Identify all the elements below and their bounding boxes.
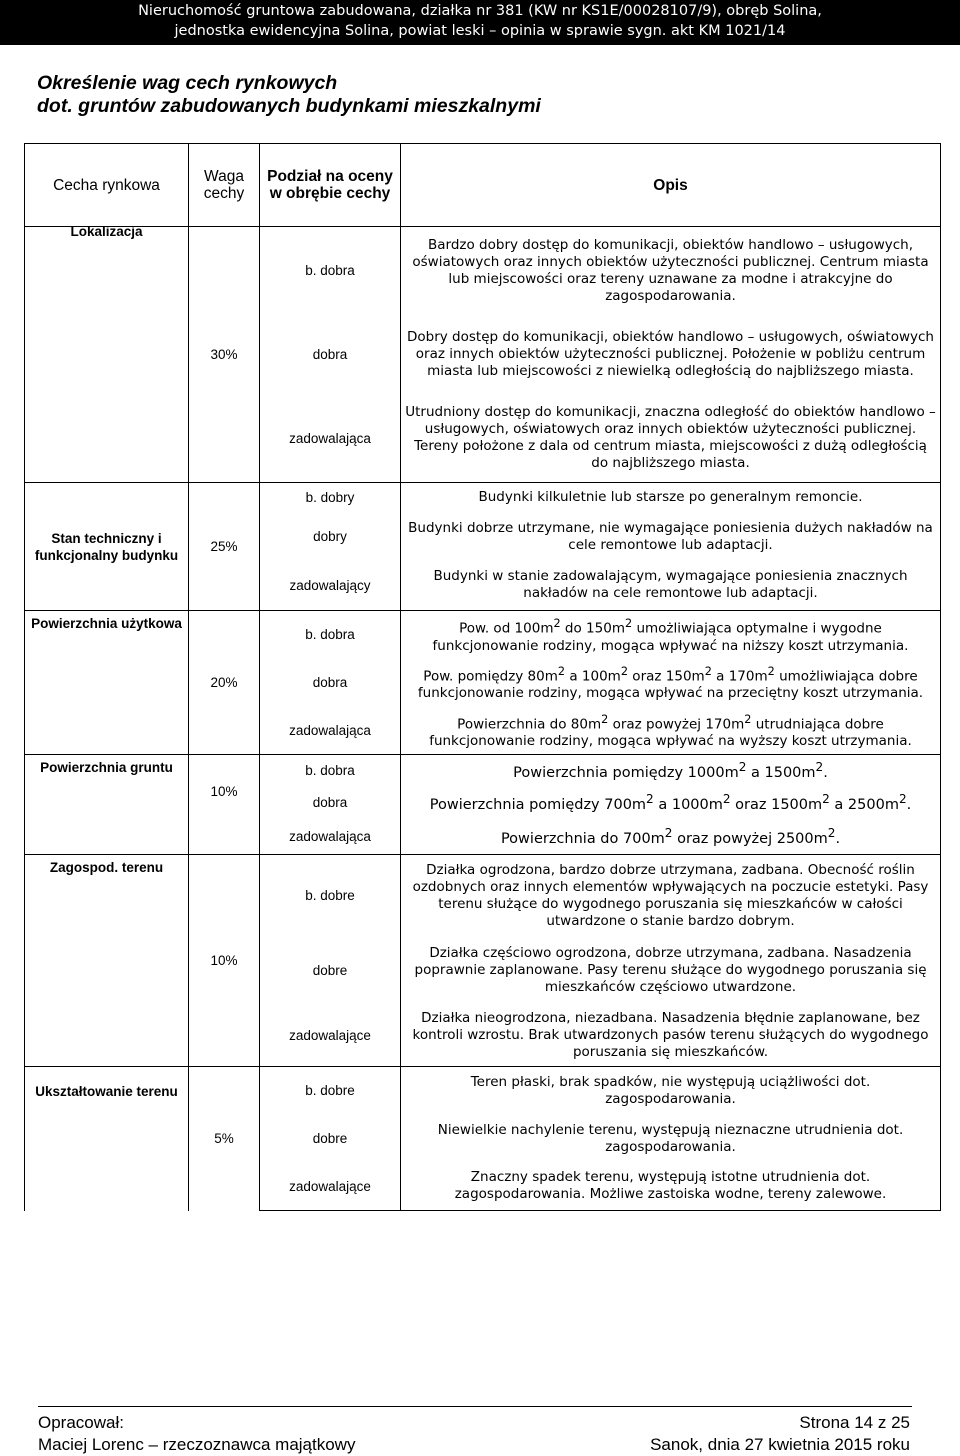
title-line-2: dot. gruntów zabudowanych budynkami mieszkalnymi (37, 95, 541, 117)
desc-cell: Bardzo dobry dostęp do komunikacji, obiektów handlowo – usługowych, oświatowych oraz innych obiektów użyteczności publicznej. Centrum miasta lub miejscowości oraz tereny uznawane za modne i atrakcyjne do zagospodarowania. (401, 227, 941, 315)
grade-cell: b. dobra (260, 227, 401, 315)
grade-cell: zadowalająca (260, 707, 401, 755)
weight-cell: 20% (189, 611, 260, 755)
feature-cell: Powierzchnia gruntu (25, 755, 189, 855)
grade-cell: dobre (260, 937, 401, 1005)
footer-divider (38, 1406, 912, 1407)
table-row (25, 755, 941, 787)
weight-cell: 30% (189, 227, 260, 483)
grade-cell: dobra (260, 787, 401, 819)
weights-table (24, 143, 941, 1211)
table-row (25, 1067, 941, 1115)
grade-cell: dobre (260, 1115, 401, 1163)
header-podzial: Podział na oceny w obrębie cechy (260, 144, 401, 227)
grade-cell: zadowalający (260, 561, 401, 611)
grade-cell: b. dobre (260, 1067, 401, 1115)
desc-cell: Budynki dobrze utrzymane, nie wymagające poniesienia dużych nakładów na cele remontowe lub adaptacji. (401, 513, 941, 561)
footer-author: Maciej Lorenc – rzeczoznawca majątkowy (38, 1435, 356, 1454)
document-header (0, 0, 960, 45)
desc-cell: Znaczny spadek terenu, występują istotne utrudnienia dot. zagospodarowania. Możliwe zastoiska wodne, tereny zalewowe. (401, 1163, 941, 1211)
grade-cell: b. dobre (260, 855, 401, 937)
feature-cell: Zagospod. terenu (25, 855, 189, 1067)
desc-cell: Pow. od $100m^2$ do $150m^2$ umożliwiająca optymalne i wygodne funkcjonowanie rodziny, mogąca wpływać na niższy koszt utrzymania. (401, 611, 941, 659)
header-opis: Opis (401, 144, 941, 227)
feature-cell: Lokalizacja (25, 227, 189, 483)
grade-cell: b. dobry (260, 483, 401, 513)
header-line-1: Nieruchomość gruntowa zabudowana, działka nr 381 (KW nr KS1E/00028107/9), obręb Solina, (138, 3, 822, 19)
desc-cell: Powierzchnia pomiędzy $1000m^2$ a $1500m^2$. (401, 755, 941, 787)
footer-author-label: Opracował: (38, 1413, 124, 1432)
grade-cell: zadowalające (260, 1163, 401, 1211)
desc-cell: Teren płaski, brak spadków, nie występują uciążliwości dot. zagospodarowania. (401, 1067, 941, 1115)
footer-date: Sanok, dnia 27 kwietnia 2015 roku (650, 1435, 910, 1454)
desc-cell: Budynki w stanie zadowalającym, wymagające poniesienia znacznych nakładów na cele remontowe lub adaptacji. (401, 561, 941, 611)
desc-cell: Pow. pomiędzy $80m^2$ a $100m^2$ oraz $150m^2$ a $170m^2$ umożliwiająca dobre funkcjonowanie rodziny, mogąca wpływać na przeciętny koszt utrzymania. (401, 659, 941, 707)
header-waga: Waga cechy (189, 144, 260, 227)
table-row (25, 483, 941, 513)
feature-cell: Ukształtowanie terenu (25, 1067, 189, 1211)
footer-page-number: Strona 14 z 25 (799, 1413, 910, 1432)
grade-cell: b. dobra (260, 755, 401, 787)
grade-cell: zadowalająca (260, 395, 401, 483)
grade-cell: zadowalająca (260, 819, 401, 855)
header-line-2: jednostka ewidencyjna Solina, powiat leski – opinia w sprawie sygn. akt KM 1021/14 (174, 23, 786, 39)
grade-cell: zadowalające (260, 1005, 401, 1067)
feature-cell: Powierzchnia użytkowa (25, 611, 189, 755)
grade-cell: b. dobra (260, 611, 401, 659)
desc-cell: Niewielkie nachylenie terenu, występują nieznaczne utrudnienia dot. zagospodarowania. (401, 1115, 941, 1163)
desc-cell: Działka nieogrodzona, niezadbana. Nasadzenia błędnie zaplanowane, bez kontroli wzrostu. Brak utwardzonych pasów terenu służących do wygodnego poruszania się mieszkańców. (401, 1005, 941, 1067)
grade-cell: dobry (260, 513, 401, 561)
weight-cell: 10% (189, 755, 260, 855)
desc-cell: Działka ogrodzona, bardzo dobrze utrzymana, zadbana. Obecność roślin ozdobnych oraz innych elementów wpływających na poczucie estetyki. Pasy terenu służące do wygodnego poruszania się mieszkańców w całości utwardzone o stanie bardzo dobrym. (401, 855, 941, 937)
table-header-row (25, 144, 941, 227)
table-row (25, 227, 941, 315)
title-line-1: Określenie wag cech rynkowych (37, 72, 338, 94)
desc-cell: Powierzchnia do $80m^2$ oraz powyżej $170m^2$ utrudniająca dobre funkcjonowanie rodziny, mogąca wpływać na wyższy koszt utrzymania. (401, 707, 941, 755)
header-cecha: Cecha rynkowa (25, 144, 189, 227)
section-title (37, 72, 541, 118)
desc-cell: Powierzchnia pomiędzy $700m^2$ a $1000m^2$ oraz $1500m^2$ a $2500m^2$. (401, 787, 941, 819)
desc-cell: Dobry dostęp do komunikacji, obiektów handlowo – usługowych, oświatowych oraz innych obiektów użyteczności publicznej. Położenie w pobliżu centrum miasta lub miejscowości z niewielką odległością do najbliższego miasta. (401, 315, 941, 395)
grade-cell: dobra (260, 659, 401, 707)
table-row (25, 611, 941, 659)
weight-cell: 10% (189, 855, 260, 1067)
weight-cell: 5% (189, 1067, 260, 1211)
feature-cell: Stan techniczny i funkcjonalny budynku (25, 483, 189, 611)
desc-cell: Utrudniony dostęp do komunikacji, znaczna odległość do obiektów handlowo – usługowych, oświatowych oraz innych obiektów użyteczności publicznej. Tereny położone z dala od centrum miasta, miejscowości z dużą odległością do najbliższego miasta. (401, 395, 941, 483)
grade-cell: dobra (260, 315, 401, 395)
weight-cell: 25% (189, 483, 260, 611)
desc-cell: Budynki kilkuletnie lub starsze po generalnym remoncie. (401, 483, 941, 513)
desc-cell: Powierzchnia do $700m^2$ oraz powyżej $2500m^2$. (401, 819, 941, 855)
desc-cell: Działka częściowo ogrodzona, dobrze utrzymana, zadbana. Nasadzenia poprawnie zaplanowane. Pasy terenu służące do wygodnego poruszania się mieszkańców częściowo utwardzone. (401, 937, 941, 1005)
table-row (25, 855, 941, 937)
